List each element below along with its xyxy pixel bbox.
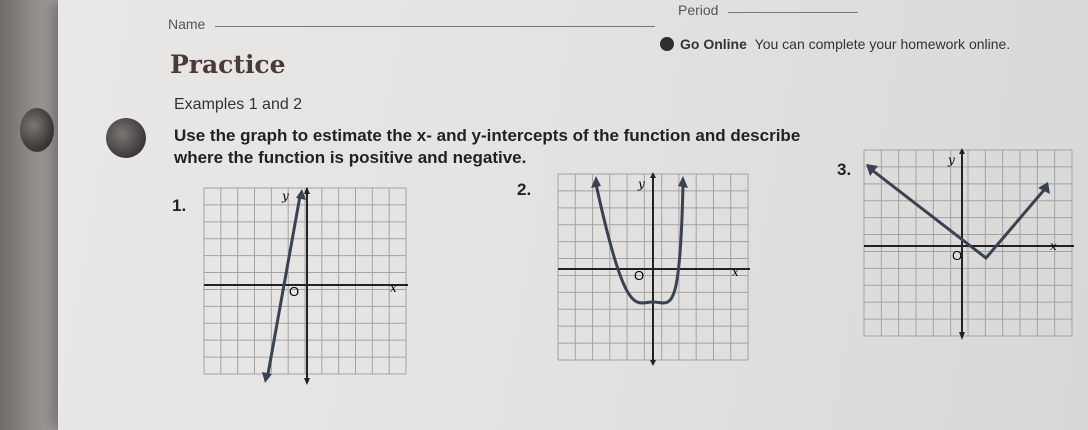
problem-number: 3. xyxy=(837,160,852,179)
grid xyxy=(204,188,406,374)
origin-label: O xyxy=(289,284,300,299)
origin-label: O xyxy=(952,248,963,263)
period-line xyxy=(728,12,858,13)
y-axis-label: y xyxy=(282,189,289,203)
y-axis-label: y xyxy=(948,153,955,167)
graph-1 xyxy=(202,186,412,384)
examples-label: Examples 1 and 2 xyxy=(174,96,303,113)
binder-hole xyxy=(106,118,146,158)
go-online-note xyxy=(660,36,1010,52)
arrowhead xyxy=(678,176,688,188)
go-online-icon xyxy=(660,37,674,51)
arrowhead xyxy=(650,172,656,178)
name-label: Name xyxy=(168,16,206,32)
arrowhead xyxy=(959,148,965,154)
background-surface xyxy=(0,0,58,430)
binder-hole xyxy=(20,108,54,152)
instruction-line-1: Use the graph to estimate the x- and y-intercepts of the function and describe xyxy=(174,126,801,145)
arrowhead xyxy=(304,378,310,385)
function-line xyxy=(872,170,1044,258)
function-curve xyxy=(596,184,683,303)
graph-3 xyxy=(862,148,1076,344)
arrowhead xyxy=(650,360,656,366)
problem-number: 1. xyxy=(172,196,187,215)
problem-number: 2. xyxy=(517,180,532,199)
go-online-text: You can complete your homework online. xyxy=(754,36,1011,52)
origin-label: O xyxy=(634,268,645,283)
go-online-label: Go Online xyxy=(680,36,747,52)
section-title: Practice xyxy=(170,50,286,79)
period-label: Period xyxy=(678,2,719,18)
x-axis-label: x xyxy=(732,265,739,279)
name-line xyxy=(215,26,655,27)
x-axis-label: x xyxy=(390,281,397,295)
x-axis-label: x xyxy=(1050,239,1057,253)
y-axis-label: y xyxy=(638,177,645,191)
instruction-line-2: where the function is positive and negative. xyxy=(174,148,527,167)
graph-2 xyxy=(556,172,752,366)
